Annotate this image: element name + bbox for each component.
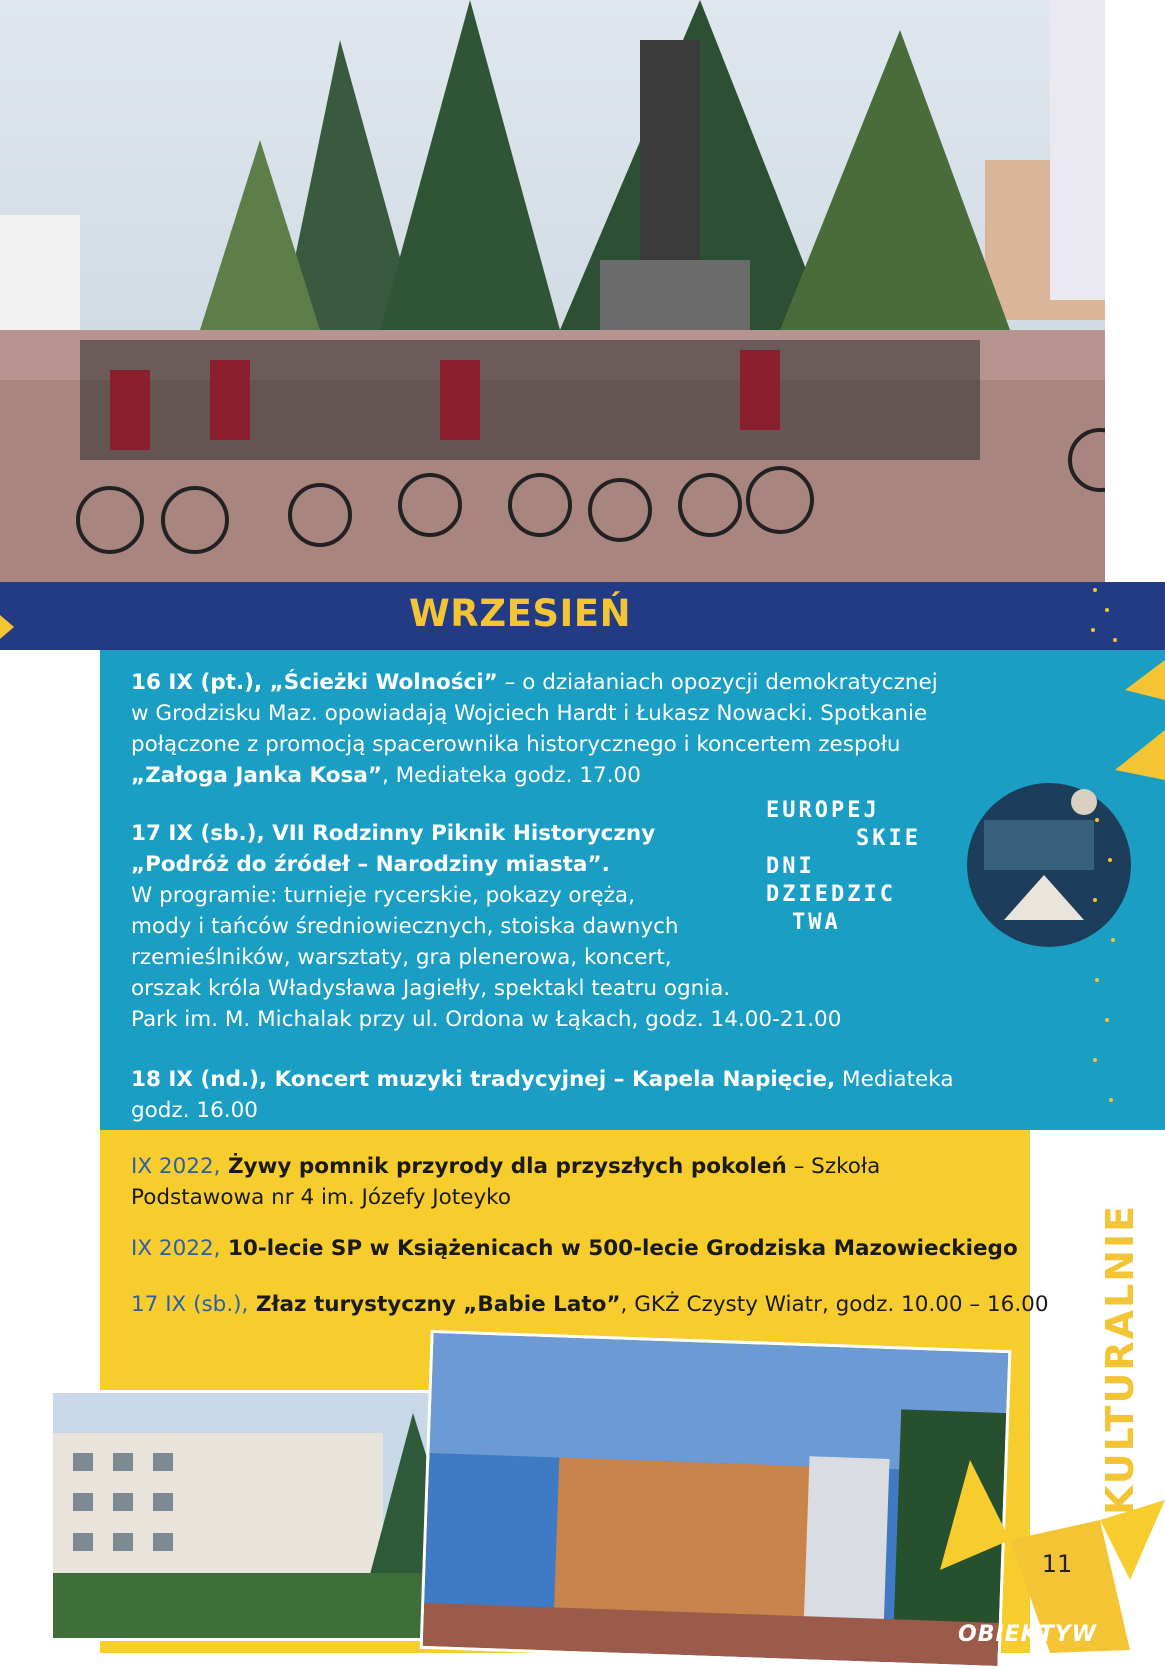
event-18-ix xyxy=(131,1064,954,1126)
event-desc: W programie: turnieje rycerskie, pokazy oręża, xyxy=(131,883,635,908)
event-place: , GKŻ Czysty Wiatr, godz. 10.00 – 16.00 xyxy=(620,1292,1049,1317)
banner-title: WRZESIEŃ xyxy=(408,592,632,635)
top-photo xyxy=(0,0,1105,582)
event-subtitle: „Podróż do źródeł – Narodziny miasta”. xyxy=(131,852,610,877)
event-17-ix xyxy=(131,818,841,1035)
event-desc: w Grodzisku Maz. opowiadają Wojciech Hardt i Łukasz Nowacki. Spotkanie xyxy=(131,701,928,726)
event-time: godz. 16.00 xyxy=(131,1098,258,1123)
poster-word: SKIE xyxy=(856,826,921,851)
page-number: 11 xyxy=(1041,1550,1073,1578)
event-title: 17 IX (sb.), VII Rodzinny Piknik Historyczny xyxy=(131,821,656,846)
month-banner xyxy=(0,582,1165,650)
banner-corner-triangle xyxy=(0,615,14,639)
event-title: Złaz turystyczny „Babie Lato” xyxy=(248,1292,621,1317)
school-photo-right xyxy=(420,1330,1012,1669)
event-date: IX 2022, xyxy=(131,1154,221,1179)
event-ix-2022-anniversary xyxy=(131,1233,1018,1264)
event-date: IX 2022, xyxy=(131,1236,221,1261)
band-name: „Załoga Janka Kosa” xyxy=(131,763,382,788)
poster-word: DNI xyxy=(766,854,815,879)
event-desc: orszak króla Władysława Jagiełły, spektakl teatru ognia. xyxy=(131,976,731,1001)
event-place: , Mediateka godz. 17.00 xyxy=(381,763,641,788)
event-place: Park im. M. Michalak przy ul. Ordona w Łąkach, godz. 14.00-21.00 xyxy=(131,1007,842,1032)
event-date: 17 IX (sb.), xyxy=(131,1292,249,1317)
obiektyw-logo: OBIEKTYW xyxy=(958,1622,1097,1647)
event-title: 16 IX (pt.), „Ścieżki Wolności” xyxy=(131,670,498,695)
event-place: – Szkoła xyxy=(786,1154,881,1179)
event-title: Żywy pomnik przyrody dla przyszłych pokoleń xyxy=(220,1154,787,1179)
side-label: KULTURALNIE xyxy=(1098,1203,1142,1515)
heritage-days-poster xyxy=(764,770,1136,970)
event-desc: rzemieślników, warsztaty, gra plenerowa, koncert, xyxy=(131,945,672,970)
event-desc: mody i tańców średniowiecznych, stoiska dawnych xyxy=(131,914,679,939)
event-desc: – o działaniach opozycji demokratycznej xyxy=(497,670,938,695)
event-desc: połączone z promocją spacerownika historycznego i koncertem zespołu xyxy=(131,732,901,757)
poster-word: TWA xyxy=(792,910,841,935)
event-place: Podstawowa nr 4 im. Józefy Joteyko xyxy=(131,1185,512,1210)
poster-word: EUROPEJ xyxy=(766,798,880,823)
event-title: 18 IX (nd.), Koncert muzyki tradycyjnej – Kapela Napięcie, xyxy=(131,1067,836,1092)
event-place: Mediateka xyxy=(835,1067,954,1092)
event-title: 10-lecie SP w Książenicach w 500-lecie Grodziska Mazowieckiego xyxy=(220,1236,1018,1261)
event-ix-2022-monument xyxy=(131,1151,880,1213)
poster-word: DZIEDZIC xyxy=(766,882,896,907)
event-17-ix-hike xyxy=(131,1289,1049,1320)
